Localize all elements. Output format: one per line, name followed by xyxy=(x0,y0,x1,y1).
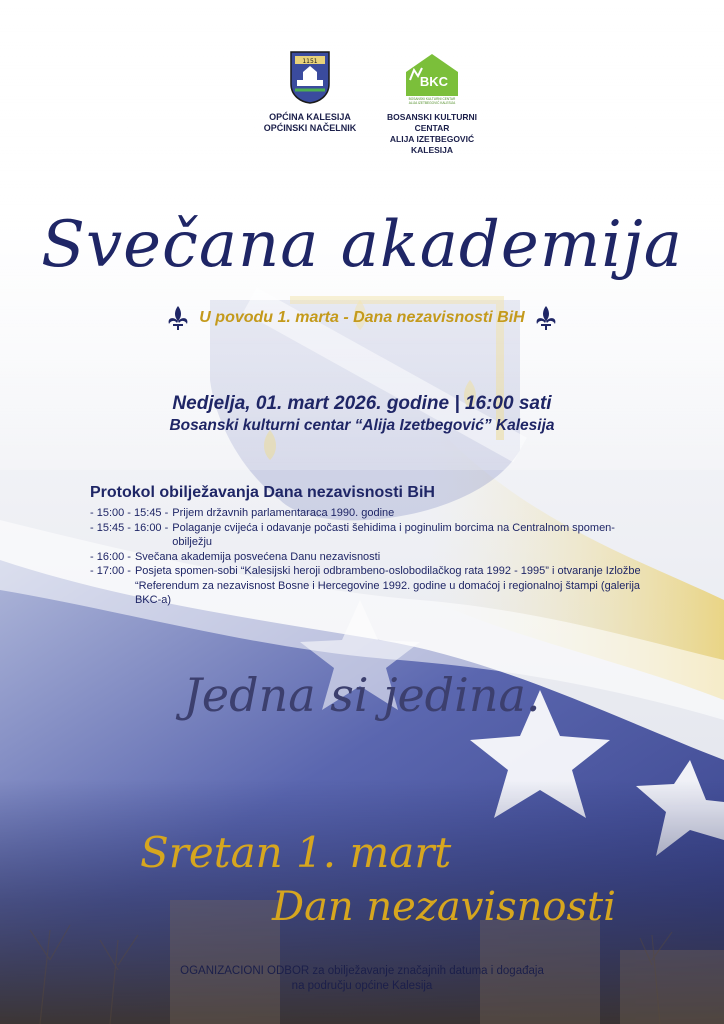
svg-text:1151: 1151 xyxy=(302,58,318,65)
protocol-time: - 15:00 - 15:45 - xyxy=(90,507,169,519)
protocol-time: - 15:45 - 16:00 - xyxy=(90,521,169,534)
event-date: Nedjelja, 01. mart 2026. godine | 16:00 sati xyxy=(172,393,552,414)
bkc-name-2: ALIJA IZETBEGOVIĆ KALESIJA xyxy=(389,134,475,155)
bkc-name: BOSANSKI KULTURNI CENTAR xyxy=(386,112,478,133)
protocol-text: Svečana akademija posvećena Danu nezavisnosti xyxy=(134,550,381,563)
subtitle-row xyxy=(0,306,724,330)
greeting-line-1: Sretan 1. mart xyxy=(140,828,452,877)
protocol-heading: Protokol obilježavanja Dana nezavisnosti BiH xyxy=(90,484,435,501)
organizer-footer xyxy=(0,964,724,994)
municipality-name: OPĆINA KALESIJA xyxy=(269,112,351,122)
greeting-line-2: Dan nezavisnosti xyxy=(272,884,616,930)
protocol-section xyxy=(90,484,650,608)
motto: Jedna si jedina. xyxy=(183,668,541,722)
page-title: Svečana akademija xyxy=(41,208,683,282)
list-item xyxy=(90,506,650,521)
footer-line-1: OGANIZACIONI ODBOR za obilježavanje značajnih datuma i događaja xyxy=(180,965,544,977)
bkc-house-icon xyxy=(400,50,464,104)
municipality-office: OPĆINSKI NAČELNIK xyxy=(263,123,357,133)
coat-of-arms-icon xyxy=(289,50,331,104)
protocol-text: Posjeta spomen-sobi “Kalesijski heroji odbrambeno-oslobodilačkog rata 1992 - 1995” i otvaranje Izložbe “Referendum za nezavisnost Bosne i Hercegovine 1992. godine u domaćoj i regionalnoj štampi (galerija BKC-a) xyxy=(134,565,641,606)
list-item xyxy=(90,564,650,608)
protocol-time: - 17:00 - xyxy=(90,565,131,577)
logo-bar xyxy=(0,50,724,155)
fleur-de-lis-icon xyxy=(535,306,557,330)
bkc-logo xyxy=(372,50,492,156)
subtitle: U povodu 1. marta - Dana nezavisnosti BiH xyxy=(199,309,525,327)
event-venue: Bosanski kulturni centar “Alija Izetbegović” Kalesija xyxy=(169,417,555,434)
svg-text:BOSANSKI KULTURNI CENTAR: BOSANSKI KULTURNI CENTAR xyxy=(408,97,456,101)
protocol-text: Polaganje cvijeća i odavanje počasti šehidima i poginulim borcima na Centralnom spomen-obilježju xyxy=(172,521,615,548)
list-item xyxy=(90,550,650,565)
footer-line-2: na području općine Kalesija xyxy=(291,980,433,992)
protocol-time: - 16:00 - xyxy=(90,550,131,563)
event-details xyxy=(0,392,724,436)
fleur-de-lis-icon xyxy=(167,306,189,330)
municipality-logo xyxy=(262,50,358,134)
list-item xyxy=(90,521,650,550)
protocol-text: Prijem državnih parlamentaraca 1990. godine xyxy=(172,507,395,519)
protocol-list xyxy=(90,506,650,608)
svg-text:BKC: BKC xyxy=(419,74,449,89)
svg-text:ALIJA IZETBEGOVIĆ KALESIJA: ALIJA IZETBEGOVIĆ KALESIJA xyxy=(408,101,456,104)
